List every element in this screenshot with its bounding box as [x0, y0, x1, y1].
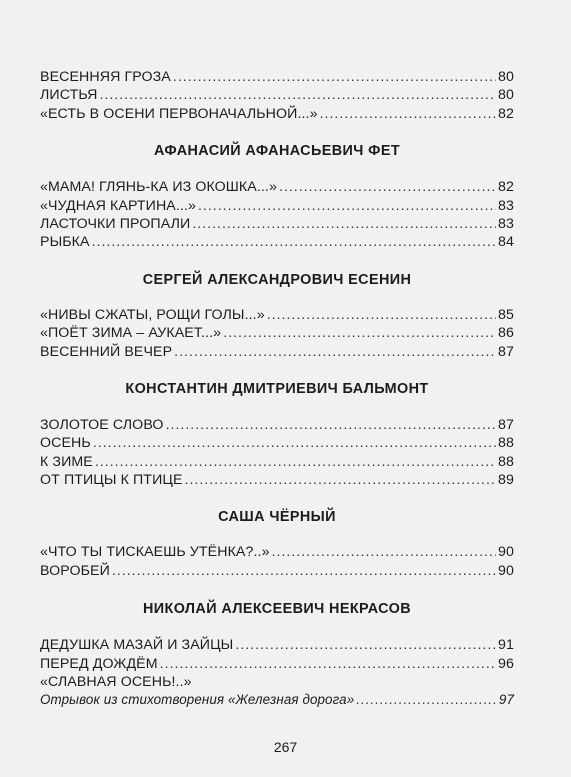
dot-leader — [92, 233, 496, 251]
dot-leader — [223, 324, 496, 342]
entry-page: 80 — [498, 69, 514, 85]
entry-page: 84 — [498, 234, 514, 251]
dot-leader — [272, 543, 496, 561]
dot-leader — [192, 215, 496, 233]
toc-entry — [40, 233, 514, 251]
dot-leader — [185, 471, 496, 489]
entry-page: 96 — [498, 655, 514, 672]
dot-leader — [279, 178, 496, 196]
toc-entry — [40, 562, 514, 580]
entry-title: «ПОЁТ ЗИМА – АУКАЕТ...» — [40, 325, 222, 342]
dot-leader — [112, 562, 496, 580]
toc-entry — [40, 453, 514, 471]
dot-leader — [173, 68, 496, 86]
author-heading: АФАНАСИЙ АФАНАСЬЕВИЧ ФЕТ — [153, 143, 401, 160]
toc-entry — [40, 324, 514, 342]
entry-page: 90 — [498, 544, 514, 561]
toc-section — [40, 543, 514, 580]
toc-section-continued — [40, 68, 514, 123]
dot-leader — [320, 105, 496, 123]
toc-entry — [40, 434, 514, 452]
toc-section — [40, 636, 514, 710]
dot-leader — [166, 416, 496, 434]
author-heading: НИКОЛАЙ АЛЕКСЕЕВИЧ НЕКРАСОВ — [142, 601, 412, 618]
dot-leader — [93, 434, 496, 452]
entry-page: 91 — [498, 637, 514, 654]
toc-entry — [40, 416, 514, 434]
entry-title: ДЕДУШКА МАЗАЙ И ЗАЙЦЫ — [40, 637, 234, 654]
entry-title: ЛИСТЬЯ — [40, 87, 98, 104]
toc-section — [40, 416, 514, 490]
entry-page: 90 — [498, 562, 514, 579]
entry-page: 87 — [498, 343, 514, 360]
toc-entry — [40, 636, 514, 654]
toc-section — [40, 306, 514, 361]
entry-page: 82 — [498, 105, 514, 122]
toc-entry-excerpt — [40, 691, 514, 709]
entry-title: ОТ ПТИЦЫ К ПТИЦЕ — [40, 472, 183, 489]
entry-page: 80 — [498, 87, 514, 104]
toc-entry — [40, 178, 514, 196]
toc-entry — [40, 343, 514, 361]
entry-title: К ЗИМЕ — [40, 453, 93, 470]
entry-title: «ЕСТЬ В ОСЕНИ ПЕРВОНАЧАЛЬНОЙ...» — [40, 105, 318, 122]
dot-leader — [356, 691, 497, 709]
toc-entry — [40, 86, 514, 104]
table-of-contents — [40, 68, 514, 710]
entry-page: 87 — [498, 416, 514, 433]
entry-page: 86 — [498, 325, 514, 342]
toc-entry — [40, 655, 514, 673]
toc-entry — [40, 197, 514, 215]
entry-title: РЫБКА — [40, 234, 90, 251]
toc-entry — [40, 215, 514, 233]
dot-leader — [160, 655, 496, 673]
toc-entry — [40, 105, 514, 123]
dot-leader — [267, 306, 496, 324]
entry-title: «СЛАВНАЯ ОСЕНЬ!..» — [40, 674, 192, 691]
entry-title: «ЧУДНАЯ КАРТИНА...» — [40, 197, 196, 214]
entry-title: ПЕРЕД ДОЖДЁМ — [40, 655, 158, 672]
entry-page: 88 — [498, 435, 514, 452]
toc-section — [40, 178, 514, 252]
entry-title: ЛАСТОЧКИ ПРОПАЛИ — [40, 215, 191, 232]
entry-title: ВОРОБЕЙ — [40, 562, 110, 579]
page-number: 267 — [273, 739, 298, 755]
dot-leader — [198, 197, 496, 215]
toc-entry — [40, 543, 514, 561]
author-heading: КОНСТАНТИН ДМИТРИЕВИЧ БАЛЬМОНТ — [125, 380, 429, 397]
dot-leader — [235, 636, 496, 654]
entry-page: 89 — [498, 472, 514, 489]
entry-page: 97 — [498, 692, 514, 708]
author-heading: САША ЧЁРНЫЙ — [218, 509, 336, 526]
dot-leader — [95, 453, 496, 471]
toc-entry — [40, 68, 514, 86]
entry-title: ВЕСЕННЯЯ ГРОЗА — [40, 69, 171, 85]
entry-page: 88 — [498, 453, 514, 470]
entry-title: «ЧТО ТЫ ТИСКАЕШЬ УТЁНКА?..» — [40, 544, 270, 561]
entry-page: 85 — [498, 306, 514, 323]
entry-title: «МАМА! ГЛЯНЬ-КА ИЗ ОКОШКА...» — [40, 179, 277, 196]
entry-page: 82 — [498, 179, 514, 196]
entry-title: ЗОЛОТОЕ СЛОВО — [40, 416, 164, 433]
toc-entry — [40, 471, 514, 489]
entry-title: «НИВЫ СЖАТЫ, РОЩИ ГОЛЫ...» — [40, 306, 265, 323]
entry-title: ОСЕНЬ — [40, 435, 91, 452]
author-heading: СЕРГЕЙ АЛЕКСАНДРОВИЧ ЕСЕНИН — [142, 271, 412, 288]
toc-entry — [40, 306, 514, 324]
toc-entry — [40, 673, 514, 691]
dot-leader — [99, 86, 496, 104]
dot-leader — [174, 343, 496, 361]
entry-page: 83 — [498, 215, 514, 232]
entry-page: 83 — [498, 197, 514, 214]
entry-title: ВЕСЕННИЙ ВЕЧЕР — [40, 343, 173, 360]
entry-title: Отрывок из стихотворения «Железная дорога» — [40, 692, 355, 708]
